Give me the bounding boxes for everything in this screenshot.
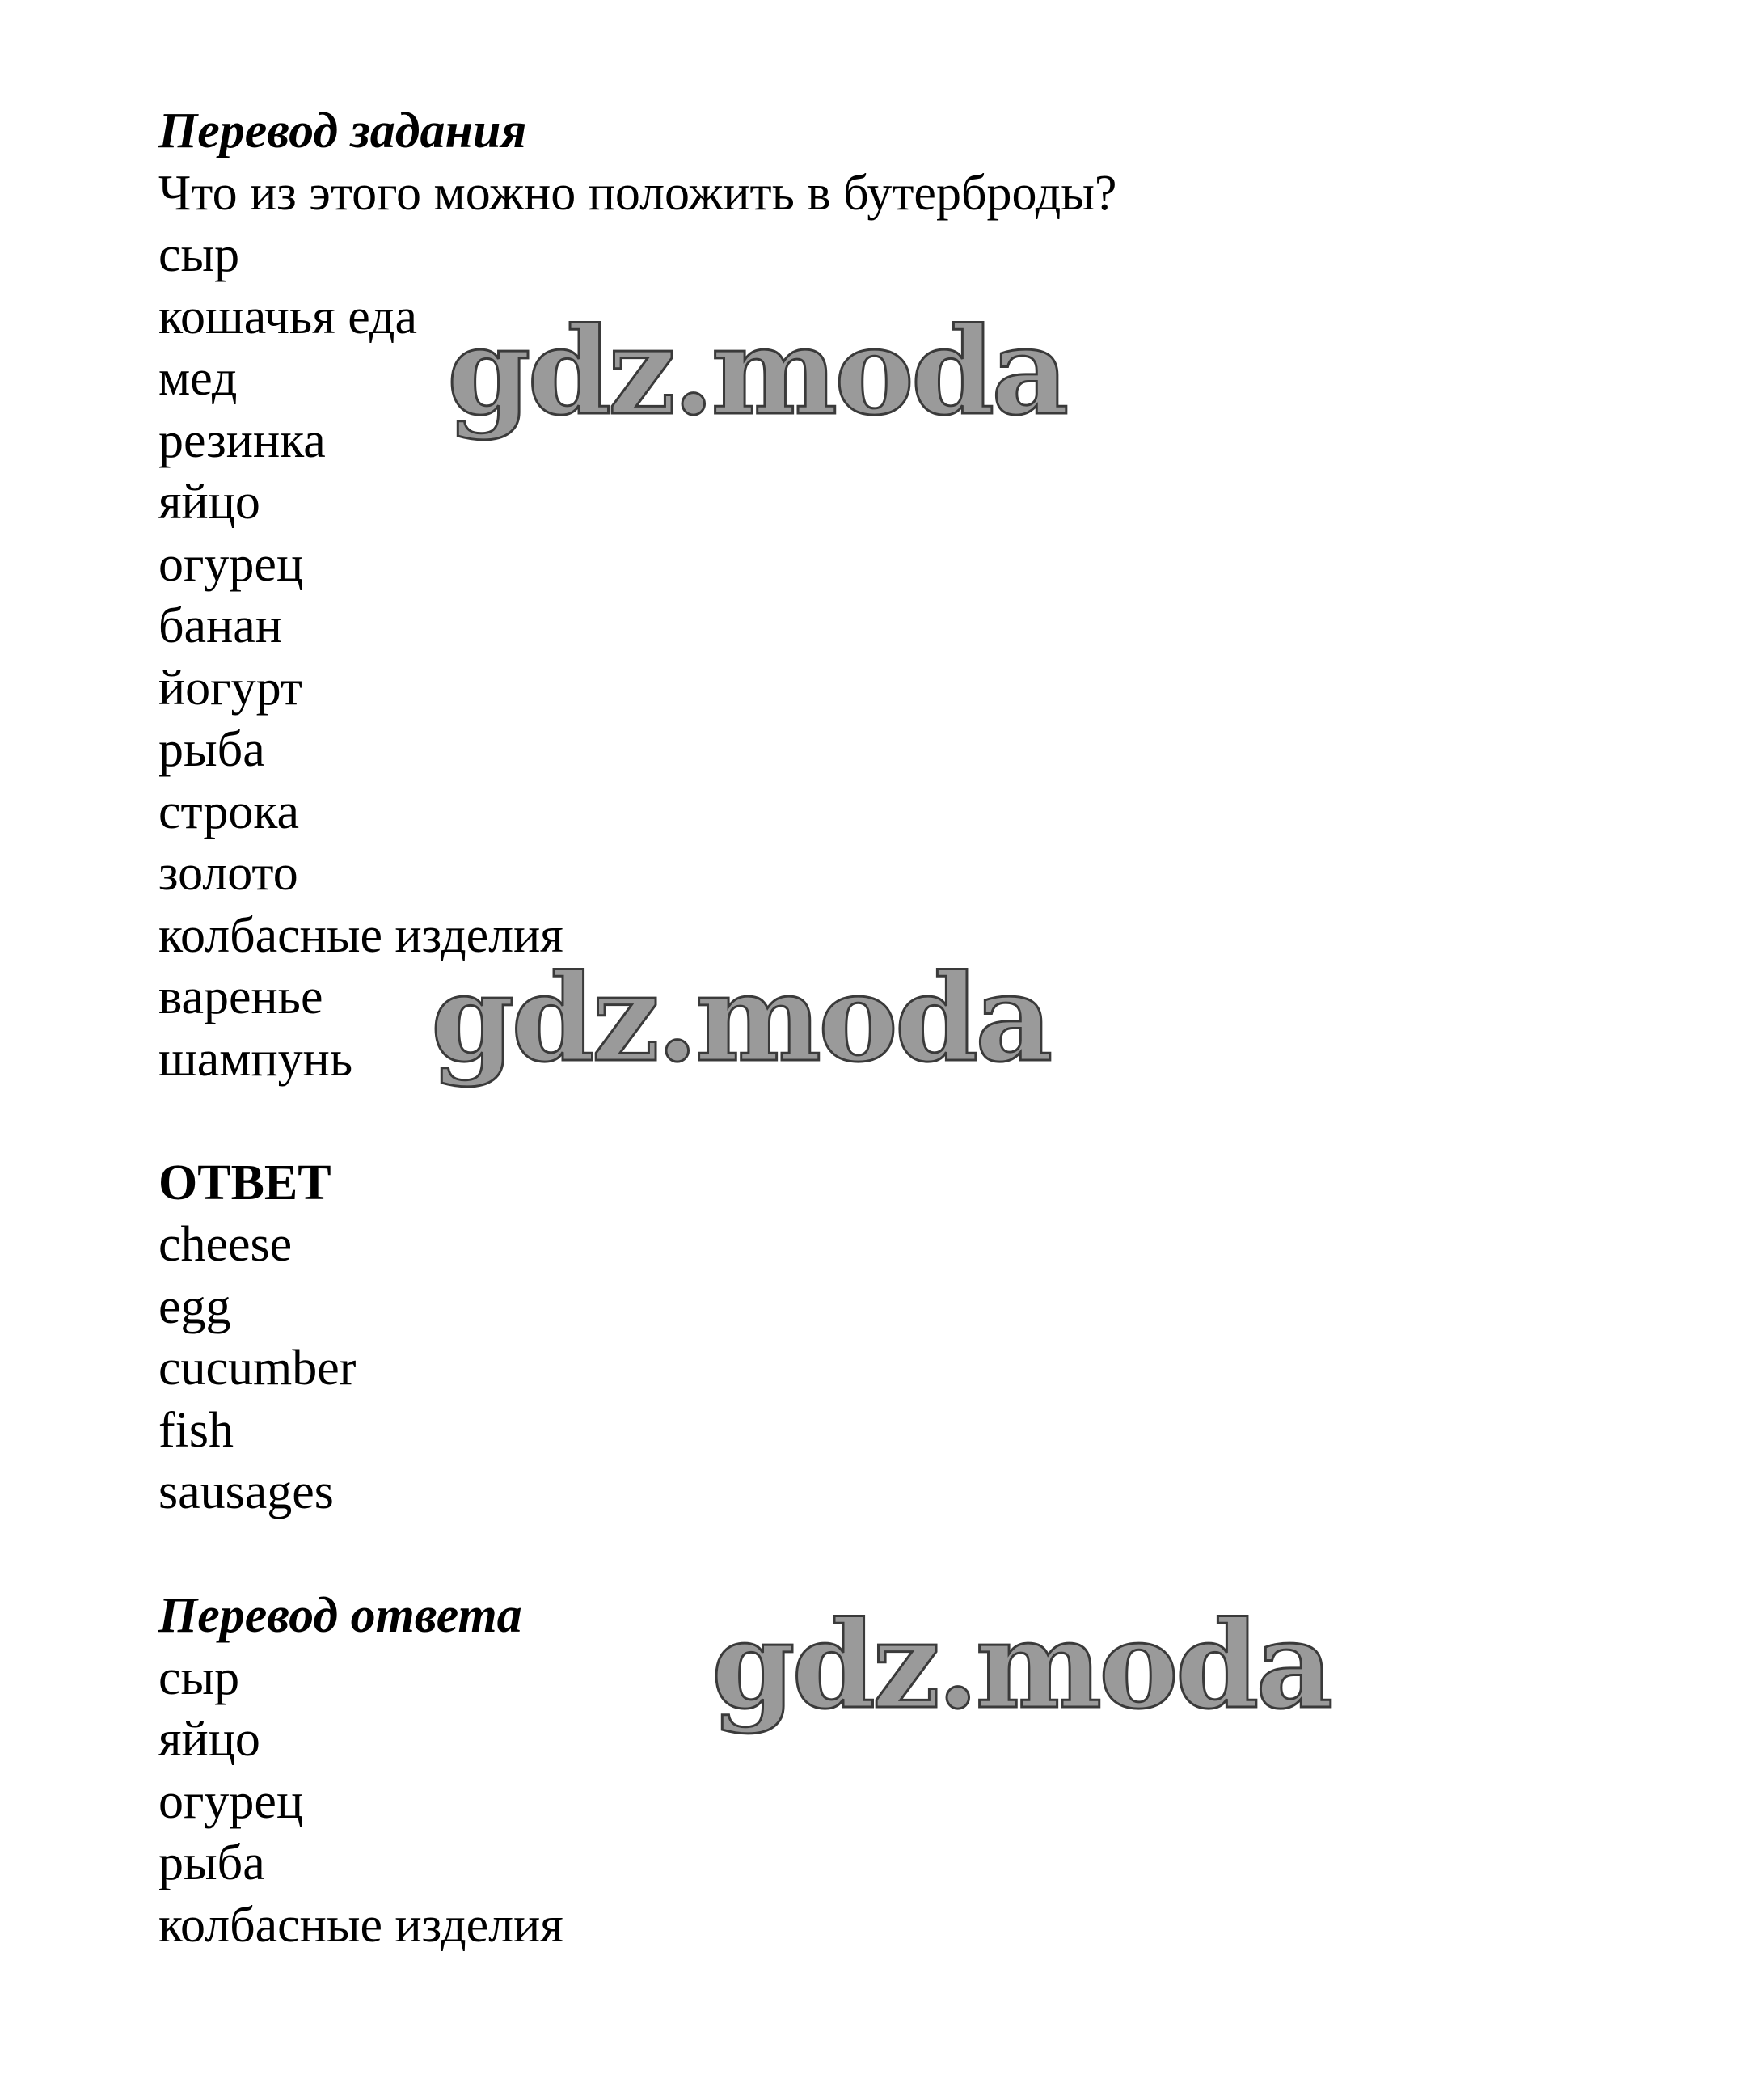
list-item: cucumber (158, 1341, 357, 1396)
section-spacer (158, 1523, 1694, 1586)
section-spacer (158, 1090, 1694, 1152)
list-item: sausages (158, 1464, 334, 1519)
watermark: gdz.moda (431, 948, 1050, 1088)
list-item: яйцо (158, 475, 260, 530)
list-item: йогурт (158, 660, 302, 716)
list-item: колбасные изделия (158, 1897, 563, 1953)
task-question: Что из этого можно положить в бутерброды? (158, 165, 1117, 221)
list-item: яйцо (158, 1712, 260, 1767)
answer-items-list (158, 1214, 1694, 1523)
list-item: сыр (158, 227, 240, 282)
list-item: золото (158, 846, 298, 901)
list-item: шампунь (158, 1031, 353, 1087)
answer-translation-heading: Перевод ответа (158, 1588, 522, 1643)
list-item: мед (158, 351, 238, 406)
list-item: огурец (158, 1773, 304, 1829)
list-item: рыба (158, 1835, 265, 1890)
list-item: резинка (158, 412, 326, 468)
watermark: gdz.moda (447, 301, 1066, 441)
list-item: варенье (158, 969, 323, 1024)
list-item: кошачья еда (158, 289, 417, 344)
list-item: fish (158, 1402, 234, 1458)
list-item: рыба (158, 722, 265, 777)
list-item: строка (158, 784, 300, 839)
list-item: банан (158, 598, 282, 653)
watermark: gdz.moda (711, 1595, 1331, 1735)
task-translation-heading: Перевод задания (158, 103, 527, 158)
list-item: egg (158, 1278, 231, 1334)
list-item: cheese (158, 1217, 293, 1272)
list-item: сыр (158, 1650, 240, 1705)
list-item: огурец (158, 536, 304, 592)
answer-heading: ОТВЕТ (158, 1155, 331, 1210)
list-item: колбасные изделия (158, 907, 563, 963)
